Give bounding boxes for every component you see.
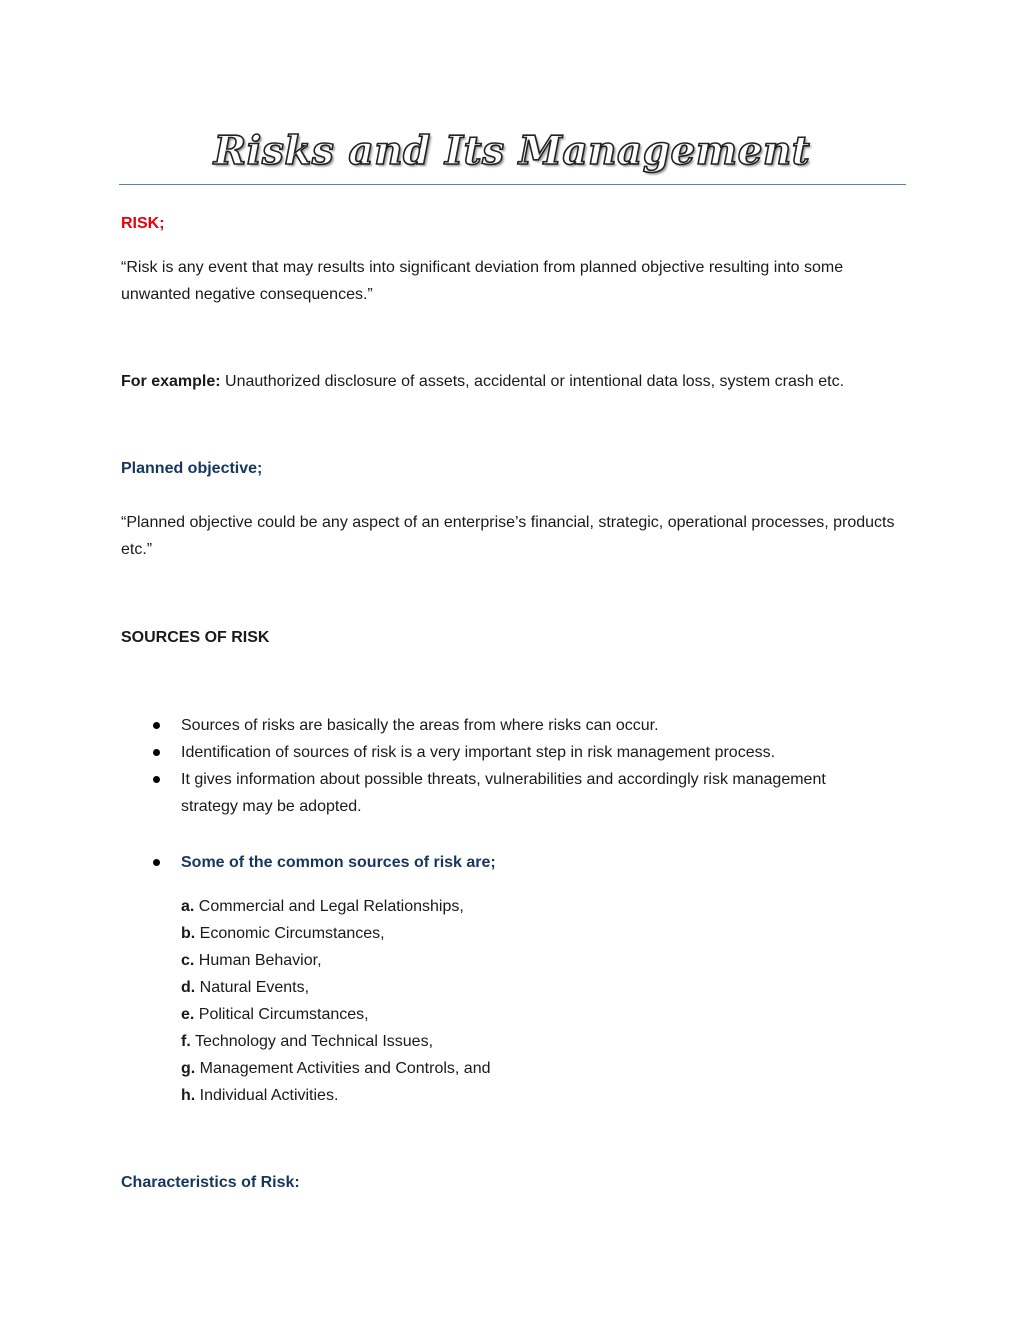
- title-underline: [119, 184, 906, 185]
- list-letter: d.: [181, 979, 196, 996]
- planned-objective-heading: Planned objective;: [121, 460, 263, 477]
- list-item: [181, 1082, 491, 1109]
- list-text: Economic Circumstances,: [195, 925, 385, 942]
- list-letter: g.: [181, 1060, 196, 1077]
- list-text: Commercial and Legal Relationships,: [194, 898, 464, 915]
- list-letter: f.: [181, 1033, 191, 1050]
- list-text: Technology and Technical Issues,: [190, 1033, 434, 1050]
- example-text: Unauthorized disclosure of assets, accidental or intentional data loss, system crash etc.: [220, 373, 845, 390]
- risk-heading: RISK;: [121, 215, 165, 232]
- list-letter: h.: [181, 1087, 196, 1104]
- characteristics-heading: Characteristics of Risk:: [121, 1174, 300, 1191]
- list-text: Individual Activities.: [195, 1087, 339, 1104]
- list-item: [181, 974, 491, 1001]
- list-letter: b.: [181, 925, 196, 942]
- list-text: Management Activities and Controls, and: [195, 1060, 491, 1077]
- page-title: Risks and Its Management: [213, 128, 811, 174]
- sources-heading: SOURCES OF RISK: [121, 629, 270, 646]
- list-text: Political Circumstances,: [194, 1006, 369, 1023]
- sources-lettered-list: [181, 893, 491, 1109]
- list-item: [181, 1001, 491, 1028]
- example-paragraph: [121, 368, 911, 395]
- risk-definition: “Risk is any event that may results into significant deviation from planned objective resulting into some unwanted negative consequences.”: [121, 259, 844, 303]
- list-item: [181, 1028, 491, 1055]
- list-letter: c.: [181, 952, 195, 969]
- list-item: It gives information about possible threats, vulnerabilities and accordingly risk management strategy may be adopted.: [121, 766, 881, 820]
- list-letter: e.: [181, 1006, 195, 1023]
- list-letter: a.: [181, 898, 195, 915]
- planned-objective-definition: “Planned objective could be any aspect of an enterprise’s financial, strategic, operational processes, products etc.”: [121, 514, 895, 558]
- list-text: Human Behavior,: [194, 952, 322, 969]
- common-sources-heading: Some of the common sources of risk are;: [121, 849, 881, 876]
- list-item: Sources of risks are basically the areas from where risks can occur.: [121, 712, 881, 739]
- list-item: [181, 947, 491, 974]
- list-item: [181, 1055, 491, 1082]
- list-item: Identification of sources of risk is a very important step in risk management process.: [121, 739, 881, 766]
- sources-bullet-list: [121, 712, 881, 820]
- example-label: For example:: [121, 373, 221, 390]
- list-text: Natural Events,: [195, 979, 310, 996]
- list-item: [181, 893, 491, 920]
- list-item: [181, 920, 491, 947]
